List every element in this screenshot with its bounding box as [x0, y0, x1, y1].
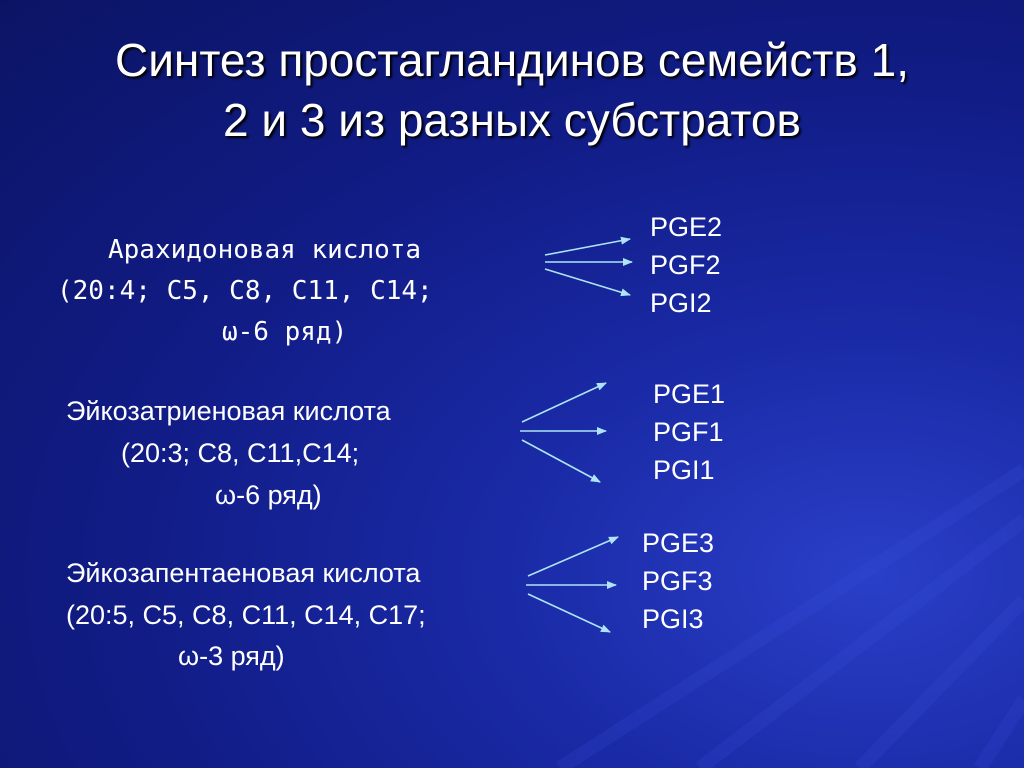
substrate-detail: (20:5, С5, С8, С11, С14, С17;: [66, 600, 426, 630]
product-pgf2: PGF2: [650, 250, 721, 280]
arrow-to-pge3: [528, 537, 618, 576]
title-line-1: Синтез простагландинов семейств 1,: [115, 34, 909, 86]
product-pgi2: PGI2: [650, 288, 712, 318]
substrate-name: Эйкозатриеновая кислота: [66, 396, 391, 426]
arrow-to-pge2: [545, 239, 630, 255]
title-line-2: 2 и 3 из разных субстратов: [223, 94, 801, 146]
substrate-name: Арахидоновая кислота: [108, 235, 422, 265]
substrate-detail: (20:3; С8, С11,С14;: [121, 438, 360, 468]
arrow-to-pge1: [522, 383, 606, 422]
arrow-to-pgi3: [528, 594, 610, 632]
substrate-series: ω-3 ряд): [178, 641, 285, 671]
product-pgf1: PGF1: [653, 417, 724, 447]
substrate-series: ω-6 ряд): [222, 317, 348, 347]
product-pge3: PGE3: [642, 528, 715, 558]
substrate-name: Эйкозапентаеновая кислота: [66, 558, 421, 588]
product-pge2: PGE2: [650, 212, 723, 242]
product-pgi3: PGI3: [642, 604, 704, 634]
product-pgi1: PGI1: [653, 455, 715, 485]
arrow-to-pgi2: [545, 269, 630, 295]
product-pgf3: PGF3: [642, 566, 713, 596]
product-pge1: PGE1: [653, 379, 726, 409]
arrow-to-pgi1: [522, 440, 600, 482]
substrate-detail: (20:4; С5, С8, С11, С14;: [57, 276, 433, 306]
substrate-series: ω-6 ряд): [215, 480, 322, 510]
